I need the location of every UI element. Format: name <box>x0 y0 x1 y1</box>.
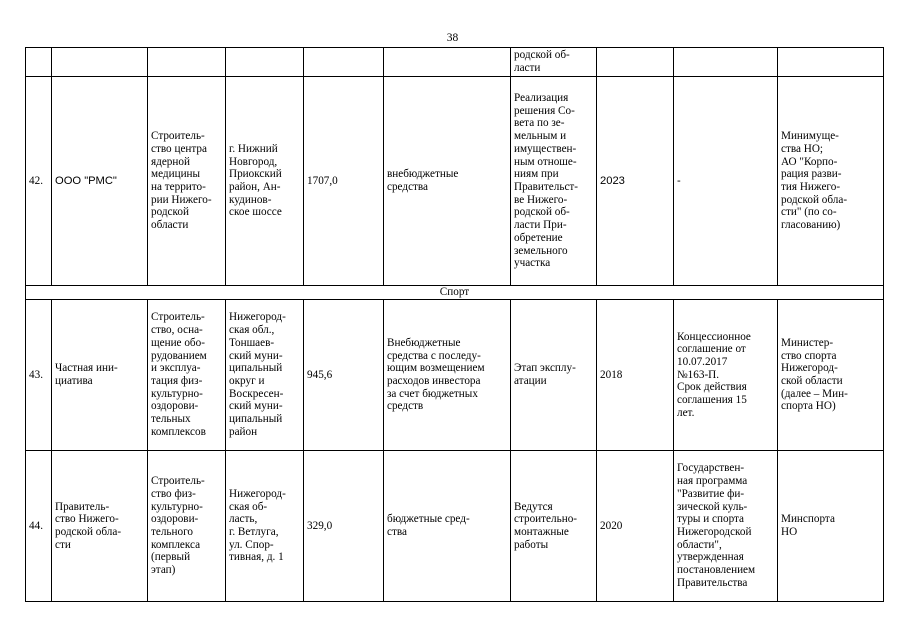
basis-line: ласти При- <box>514 219 567 232</box>
object-line: комплекса <box>151 538 201 551</box>
location-line: тивная, д. 1 <box>229 551 284 564</box>
num-cell: 44. <box>26 451 52 602</box>
document-line: лет. <box>677 406 695 419</box>
funding-source-line: средства с последу- <box>387 349 481 362</box>
location-line: Нижегород- <box>229 311 286 324</box>
location-line: Тоншаев- <box>229 336 275 349</box>
document-line: ная программа <box>677 475 748 488</box>
location-line: ское шоссе <box>229 206 282 219</box>
responsible-cell <box>778 77 884 286</box>
location-cell <box>226 451 304 602</box>
funding-source-line: средств <box>387 400 424 413</box>
amount-cell: 945,6 <box>304 300 384 451</box>
funding-source-line: ющим возмещением <box>387 362 485 375</box>
basis-line: Правительст- <box>514 181 579 193</box>
responsible-line: тия Нижего- <box>781 181 841 193</box>
object-line: на террито- <box>151 181 206 193</box>
year-cell: 2023 <box>597 77 674 286</box>
document-line: соглашение от <box>677 343 746 356</box>
location-line: г. Ветлуга, <box>229 526 279 538</box>
object-line: и эксплуа- <box>151 362 201 375</box>
funding-source-line: Внебюджетные <box>387 336 461 349</box>
object-line: ство, осна- <box>151 324 203 337</box>
document-cell <box>674 77 778 286</box>
document-line: зической куль- <box>677 500 748 513</box>
object-line: области <box>151 219 189 232</box>
section-row <box>26 286 884 300</box>
location-line: ская обл., <box>229 324 275 337</box>
location-line: Воскресен- <box>229 387 284 400</box>
initiator-line: ООО "РМС" <box>55 174 117 187</box>
object-line: Строитель- <box>151 130 205 143</box>
object-line: Строитель- <box>151 311 205 324</box>
responsible-line: (далее – Мин- <box>781 387 848 400</box>
document-line: постановлением <box>677 564 756 577</box>
object-line: щение обо- <box>151 336 205 349</box>
object-line: медицины <box>151 168 201 181</box>
basis-line: земельного <box>514 244 568 257</box>
basis-cell <box>511 451 597 602</box>
responsible-cell <box>778 451 884 602</box>
year-cell: 2020 <box>597 451 674 602</box>
document-line: утвержденная <box>677 551 744 564</box>
document-line: "Развитие фи- <box>677 487 745 500</box>
table-row <box>26 451 884 602</box>
document-line: №163-П. <box>677 368 720 381</box>
location-line: ул. Спор- <box>229 538 274 551</box>
basis-line: монтажные <box>514 526 569 538</box>
funding-source-cell <box>384 300 511 451</box>
responsible-line: спорта НО) <box>781 400 836 413</box>
responsible-line: АО "Корпо- <box>781 155 838 168</box>
location-line: ский муни- <box>229 349 283 362</box>
basis-line: строительно- <box>514 513 578 526</box>
basis-line: ниям при <box>514 168 559 181</box>
responsible-line: ство спорта <box>781 349 837 362</box>
continued-row <box>26 48 884 77</box>
document-line: соглашения 15 <box>677 394 747 407</box>
responsible-line: НО <box>781 526 798 538</box>
document-line: Концессионное <box>677 330 751 343</box>
basis-line: мельным и <box>514 130 567 143</box>
funding-source-line: за счет бюджетных <box>387 387 478 400</box>
location-line: ский муни- <box>229 400 283 413</box>
object-line: Строитель- <box>151 475 205 488</box>
object-line: ство физ- <box>151 487 196 500</box>
document-line: 10.07.2017 <box>677 355 728 368</box>
location-line: ласть, <box>229 513 258 526</box>
funding-source-line: ства <box>387 526 407 538</box>
num-cell: 43. <box>26 300 52 451</box>
basis-line: участка <box>514 257 551 270</box>
location-line: кудинов- <box>229 193 272 206</box>
object-line: культурно- <box>151 500 203 513</box>
basis-line: родской об- <box>514 206 570 219</box>
responsible-cell <box>778 300 884 451</box>
initiator-cell <box>52 300 148 451</box>
responsible-line: Нижегород- <box>781 362 838 375</box>
object-line: (первый <box>151 551 191 564</box>
funding-source-line: расходов инвестора <box>387 375 481 387</box>
object-line: оздорови- <box>151 400 199 413</box>
document-line: Срок действия <box>677 381 747 394</box>
object-line: рии Нижего- <box>151 193 212 206</box>
object-line: тация физ- <box>151 375 203 387</box>
initiator-line: сти <box>55 538 71 551</box>
location-line: район, Ан- <box>229 181 281 193</box>
location-cell <box>226 300 304 451</box>
responsible-line: Министер- <box>781 336 834 349</box>
object-line: комплексов <box>151 425 206 438</box>
basis-line: атации <box>514 375 547 387</box>
responsible-line: Минимуще- <box>781 130 839 143</box>
page-number: 38 <box>446 32 459 44</box>
location-cell <box>226 77 304 286</box>
basis-line: вета по зе- <box>514 117 565 130</box>
object-line: оздорови- <box>151 513 199 526</box>
location-line: ципальный <box>229 362 283 375</box>
document-line: Правительства <box>677 576 748 589</box>
object-line: ство центра <box>151 142 207 155</box>
basis-line: работы <box>514 538 549 551</box>
location-line: округ и <box>229 375 265 387</box>
object-line: ядерной <box>151 155 190 168</box>
amount-cell: 1707,0 <box>304 77 384 286</box>
num-cell: 42. <box>26 77 52 286</box>
location-line: район <box>229 425 258 438</box>
initiator-line: Правитель- <box>55 500 110 513</box>
object-cell <box>148 451 226 602</box>
basis-line: ве Нижего- <box>514 193 568 206</box>
initiator-line: родской обла- <box>55 526 122 538</box>
document-line: туры и спорта <box>677 513 745 526</box>
object-line: этап) <box>151 564 176 577</box>
object-line: родской <box>151 206 189 219</box>
location-line: г. Нижний <box>229 142 278 155</box>
location-line: Нижегород- <box>229 487 286 500</box>
basis-cell <box>511 300 597 451</box>
projects-table <box>25 47 884 602</box>
basis-line: Этап эксплу- <box>514 362 576 375</box>
document-line: области", <box>677 538 722 551</box>
object-line: тельного <box>151 526 194 538</box>
responsible-line: рация разви- <box>781 168 842 181</box>
basis-line: имуществен- <box>514 142 577 155</box>
funding-source-cell <box>384 77 511 286</box>
basis-line: Реализация <box>514 92 569 105</box>
initiator-line: ство Нижего- <box>55 513 119 526</box>
document-cell <box>674 300 778 451</box>
document-line: Нижегородской <box>677 526 752 538</box>
amount-cell: 329,0 <box>304 451 384 602</box>
responsible-line: ства НО; <box>781 142 824 155</box>
funding-source-line: внебюджетные <box>387 168 459 181</box>
initiator-line: Частная ини- <box>55 362 118 375</box>
location-line: Новгород, <box>229 155 278 168</box>
responsible-line: Минспорта <box>781 513 835 526</box>
funding-source-cell <box>384 451 511 602</box>
responsible-line: гласованию) <box>781 219 841 232</box>
funding-source-line: средства <box>387 181 429 193</box>
section-title: Спорт <box>26 286 884 300</box>
basis-line: обретение <box>514 231 563 244</box>
table-row <box>26 77 884 286</box>
basis-line: ным отноше- <box>514 155 577 168</box>
location-line: ская об- <box>229 500 268 513</box>
table-row <box>26 300 884 451</box>
funding-source-line: бюджетные сред- <box>387 513 470 526</box>
document-line: Государствен- <box>677 462 745 475</box>
document-line: - <box>677 174 681 187</box>
basis-line: решения Со- <box>514 104 575 117</box>
document-cell <box>674 451 778 602</box>
responsible-line: родской обла- <box>781 193 848 206</box>
object-cell <box>148 77 226 286</box>
object-cell <box>148 300 226 451</box>
initiator-line: циатива <box>55 375 93 387</box>
basis-cell <box>511 77 597 286</box>
basis-line: Ведутся <box>514 500 553 513</box>
object-line: культурно- <box>151 387 203 400</box>
continued-basis-cell: родской об- ласти <box>511 48 597 77</box>
object-line: тельных <box>151 413 191 426</box>
responsible-line: сти" (по со- <box>781 206 837 219</box>
responsible-line: ской области <box>781 375 843 387</box>
location-line: ципальный <box>229 413 283 426</box>
year-cell: 2018 <box>597 300 674 451</box>
initiator-cell <box>52 451 148 602</box>
initiator-cell <box>52 77 148 286</box>
object-line: рудованием <box>151 349 207 362</box>
location-line: Приокский <box>229 168 282 181</box>
